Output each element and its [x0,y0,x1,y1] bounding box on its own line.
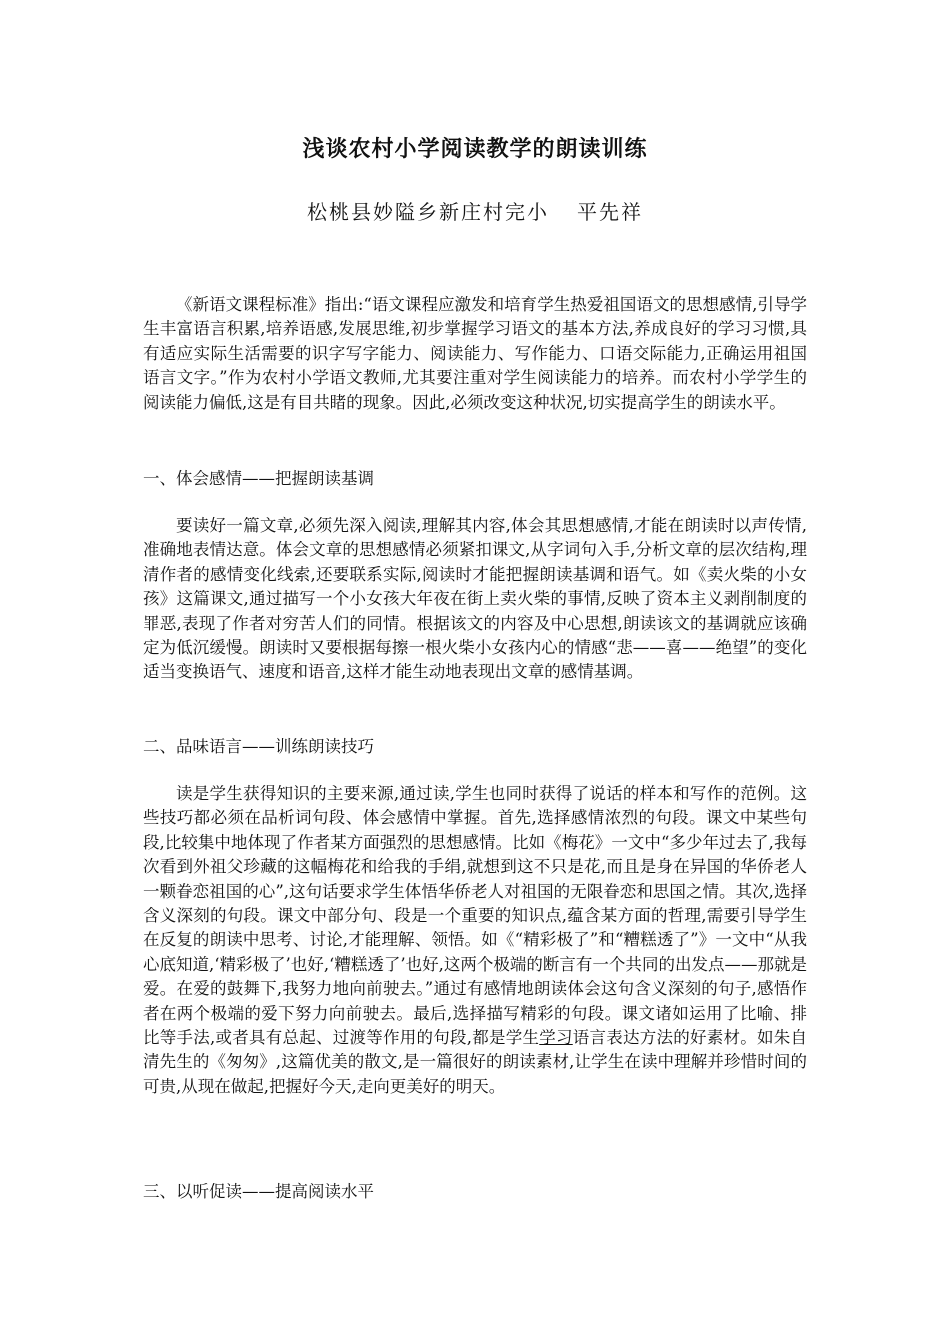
section-2-text-before: 读是学生获得知识的主要来源,通过读,学生也同时获得了说话的样本和写作的范例。这些技巧都必须在品析词句段、体会感情中掌握。首先,选择感情浓烈的句段。课文中某些句段,比较集中地体现了作者某方面强烈的思想感情。比如《梅花》一文中“多少年过去了,我每次看到外祖父珍藏的这幅梅花和给我的手绢,就想到这不只是花,而且是身在异国的华侨老人一颗眷恋祖国的心”,这句话要求学生体悟华侨老人对祖国的无限眷恋和思国之情。其次,选择含义深刻的句段。课文中部分句、段是一个重要的知识点,蕴含某方面的哲理,需要引导学生在反复的朗读中思考、讨论,才能理解、领悟。如《“精彩极了”和“糟糕透了”》一文中“从我心底知道,‘精彩极了’也好,‘糟糕透了’也好,这两个极端的断言有一个共同的出发点——那就是爱。在爱的鼓舞下,我努力地向前驶去。”通过有感情地朗读体会这句含义深刻的句子,感悟作者在两个极端的爱下努力向前驶去。最后,选择描写精彩的句段。课文诸如运用了比喻、排比等手法,或者具有总起、过渡等作用的句段,都是学生 [143,784,807,1048]
section-heading-1: 一、体会感情——把握朗读基调 [143,469,374,488]
section-2-paragraph [143,782,807,1099]
study-link[interactable]: 学习 [539,1028,573,1048]
section-heading-3: 三、以听促读——提高阅读水平 [143,1182,374,1201]
section-heading-2: 二、品味语言——训练朗读技巧 [143,737,374,756]
section-2-text-after: 语言表达方法的好素材。如朱自清先生的《匆匆》,这篇优美的散文,是一篇很好的朗读素材,让学生在读中理解并珍惜时间的可贵,从现在做起,把握好今天,走向更美好的明天。 [143,1028,807,1096]
byline-author: 平先祥 [577,200,643,224]
byline-school: 松桃县妙隘乡新庄村完小 [307,200,549,224]
section-1-paragraph: 要读好一篇文章,必须先深入阅读,理解其内容,体会其思想感情,才能在朗读时以声传情,准确地表情达意。体会文章的思想感情必须紧扣课文,从字词句入手,分析文章的层次结构,理清作者的感情变化线索,还要联系实际,阅读时才能把握朗读基调和语气。如《卖火柴的小女孩》这篇课文,通过描写一个小女孩大年夜在街上卖火柴的事情,反映了资本主义剥削制度的罪恶,表现了作者对穷苦人们的同情。根据该文的内容及中心思想,朗读该文的基调就应该确定为低沉缓慢。朗读时又要根据每擦一根火柴小女孩内心的情感“悲——喜——绝望”的变化适当变换语气、速度和语音,这样才能生动地表现出文章的感情基调。 [143,516,807,682]
intro-paragraph: 《新语文课程标准》指出:“语文课程应激发和培育学生热爱祖国语文的思想感情,引导学生丰富语言积累,培养语感,发展思维,初步掌握学习语文的基本方法,养成良好的学习习惯,具有适应实际生活需要的识字写字能力、阅读能力、写作能力、口语交际能力,正确运用祖国语言文字。”作为农村小学语文教师,尤其要注重对学生阅读能力的培养。而农村小学学生的阅读能力偏低,这是有目共睹的现象。因此,必须改变这种状况,切实提高学生的朗读水平。 [143,295,807,412]
page-title: 浅谈农村小学阅读教学的朗读训练 [302,137,648,162]
byline [0,196,950,228]
